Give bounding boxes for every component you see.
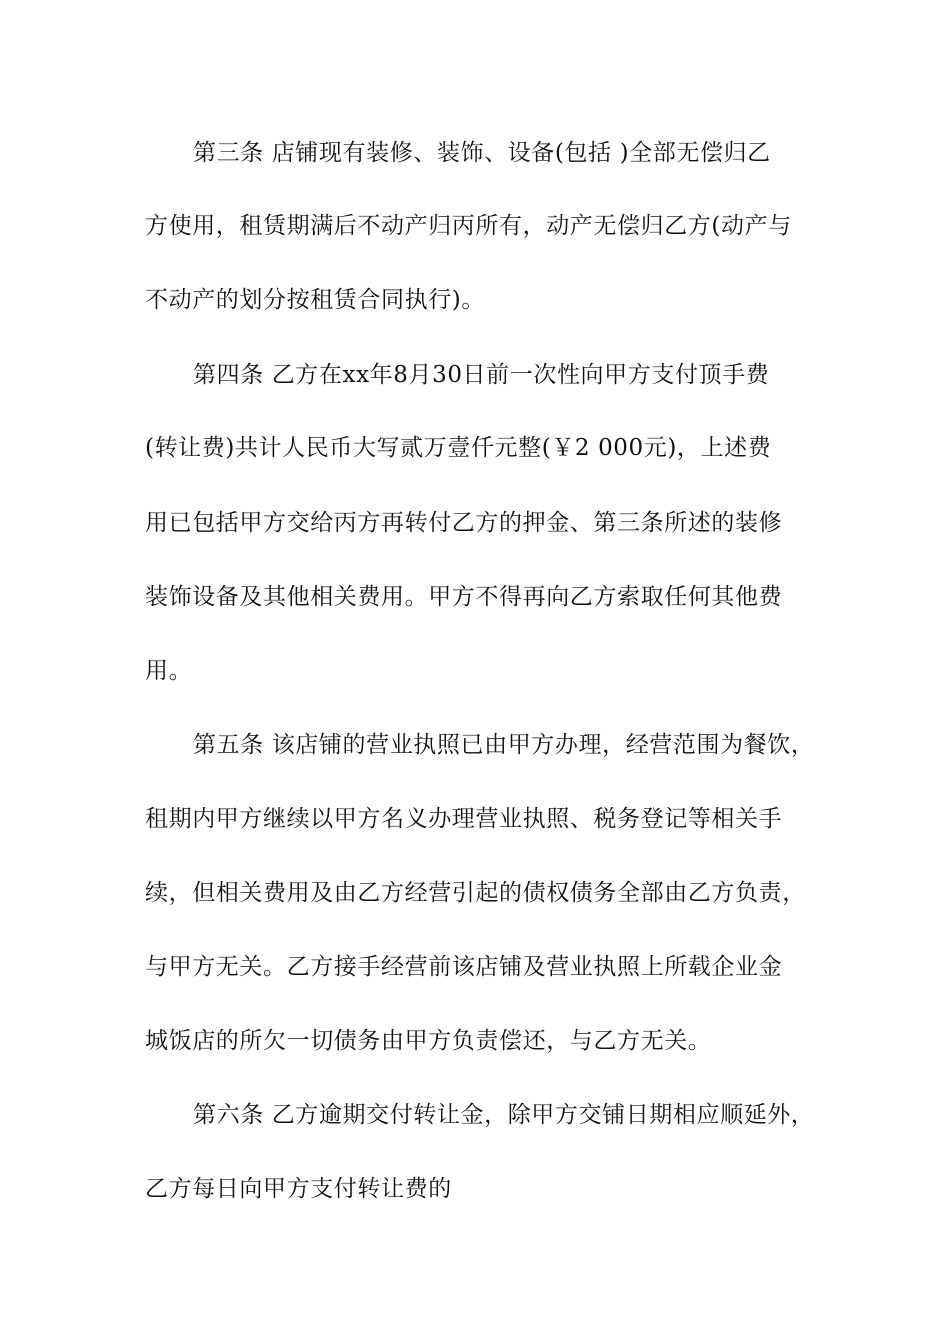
article-6-line-1: 第六条 乙方逾期交付转让金，除甲方交铺日期相应顺延外， [193, 1102, 815, 1128]
article-3-line-2: 方使用，租赁期满后不动产归丙所有，动产无偿归乙方(动产与 [145, 213, 792, 239]
article-5-line-3: 续，但相关费用及由乙方经营引起的债权债务全部由乙方负责， [145, 880, 806, 906]
article-5-line-5: 城饭店的所欠一切债务由甲方负责偿还，与乙方无关。 [145, 1028, 712, 1054]
article-4-line-4: 装饰设备及其他相关费用。甲方不得再向乙方索取任何其他费 [145, 584, 783, 610]
article-4-line-1: 第四条 乙方在xx年8月30日前一次性向甲方支付顶手费 [193, 362, 770, 388]
article-4-line-3: 用已包括甲方交给丙方再转付乙方的押金、第三条所述的装修 [145, 510, 783, 536]
article-4-line-2: (转让费)共计人民币大写贰万壹仟元整(￥2 000元)，上述费 [145, 435, 772, 461]
article-3-line-1: 第三条 店铺现有装修、装饰、设备(包括 )全部无偿归乙 [193, 140, 771, 166]
article-3-line-3: 不动产的划分按租赁合同执行)。 [145, 287, 485, 313]
article-5-line-1: 第五条 该店铺的营业执照已由甲方办理，经营范围为餐饮， [193, 732, 815, 758]
article-5-line-2: 租期内甲方继续以甲方名义办理营业执照、税务登记等相关手 [145, 806, 783, 832]
article-6-line-2: 乙方每日向甲方支付转让费的 [145, 1176, 452, 1202]
article-5-line-4: 与甲方无关。乙方接手经营前该店铺及营业执照上所载企业金 [145, 954, 783, 980]
article-4-line-5: 用。 [145, 658, 193, 684]
